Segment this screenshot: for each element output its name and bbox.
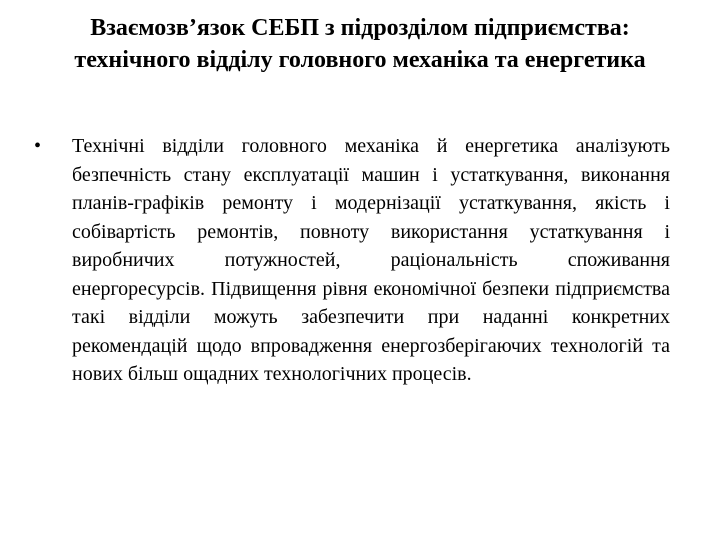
- slide-title: Взаємозв’язок СЕБП з підрозділом підприємства: технічного відділу головного механіка та енергетика: [74, 15, 646, 73]
- bullet-item: [34, 132, 670, 389]
- bullet-text: Технічні відділи головного механіка й енергетика аналізують безпечність стану експлуатації машин і устаткування, виконання планів-графіків ремонту і модернізації устаткування, якість і собівартість ремонтів, повноту використання устаткування і виробничих потужностей, раціональність споживання енергоресурсів. Підвищення рівня економічної безпеки підприємства такі відділи можуть забезпечити при наданні конкретних рекомендацій щодо впровадження енергозберігаючих технологій та нових більш ощадних технологічних процесів.: [72, 135, 670, 385]
- bullet-marker: •: [34, 135, 42, 157]
